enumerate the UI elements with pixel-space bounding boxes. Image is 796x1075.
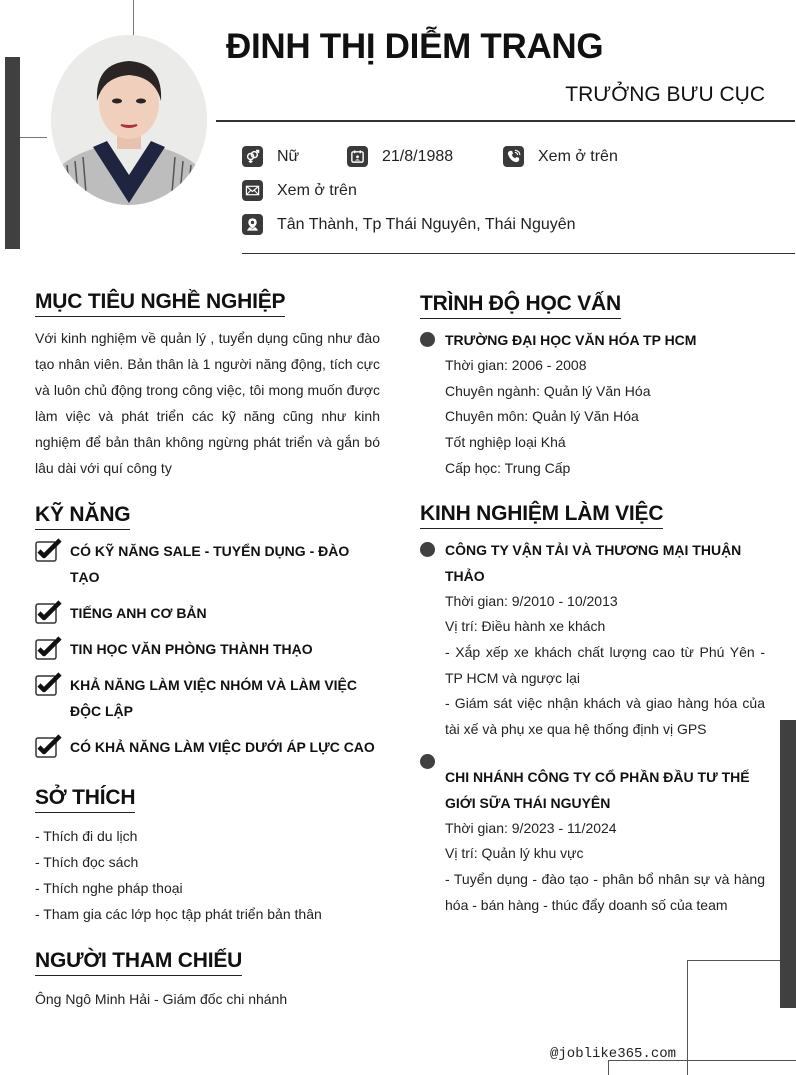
bottom-right-frame	[687, 960, 780, 1075]
references-section	[35, 949, 380, 1012]
phone-value: Xem ở trên	[538, 147, 618, 165]
hobbies-list	[35, 823, 380, 927]
hobby-item: - Tham gia các lớp học tập phát triển bản thân	[35, 906, 322, 922]
hobbies-title: SỞ THÍCH	[35, 786, 135, 813]
skills-title: KỸ NĂNG	[35, 503, 130, 530]
education-detail: Chuyên môn: Quản lý Văn Hóa	[445, 408, 639, 425]
experience-detail: Thời gian: 9/2010 - 10/2013	[445, 592, 618, 609]
bottom-tick-line	[608, 1060, 609, 1075]
calendar-icon	[347, 146, 368, 167]
hobby-item: - Thích đọc sách	[35, 854, 139, 870]
contact-address	[242, 214, 576, 235]
skill-text: KHẢ NĂNG LÀM VIỆC NHÓM VÀ LÀM VIỆC ĐỘC LẬP	[70, 677, 357, 719]
address-value: Tân Thành, Tp Thái Nguyên, Thái Nguyên	[277, 215, 576, 233]
bullet-icon	[420, 542, 435, 557]
left-connector-line	[20, 137, 47, 138]
skills-section	[35, 503, 380, 760]
education-entry	[420, 327, 765, 482]
checkbox-checked-icon	[35, 734, 62, 758]
checkbox-checked-icon	[35, 672, 62, 696]
watermark: @joblike365.com	[550, 1046, 677, 1062]
education-detail: Cấp học: Trung Cấp	[445, 459, 571, 476]
contact-gender	[242, 146, 299, 167]
skill-item	[35, 734, 380, 760]
experience-detail: Thời gian: 9/2023 - 11/2024	[445, 819, 617, 836]
checkbox-checked-icon	[35, 600, 62, 624]
skill-text: CÓ KỸ NĂNG SALE - TUYỂN DỤNG - ĐÀO TẠO	[70, 543, 350, 585]
checkbox-checked-icon	[35, 636, 62, 660]
objective-section	[35, 290, 380, 481]
experience-detail: - Xắp xếp xe khách chất lượng cao từ Phú Yên - TP HCM và ngược lại	[445, 643, 765, 686]
contact-birthday	[347, 146, 453, 167]
experience-entry	[420, 537, 765, 743]
skill-item	[35, 538, 380, 590]
education-title: TRÌNH ĐỘ HỌC VẤN	[420, 292, 621, 319]
skills-list	[35, 538, 380, 760]
objective-text: Với kinh nghiệm về quản lý , tuyển dụng cũng như đào tạo nhân viên. Bản thân là 1 người năng động, tích cực và luôn chủ động trong công việc, tôi mong muốn được làm việc và phát triển các kỹ năng cũng như kinh nghiệm để bản thân không ngừng phát triển và gắn bó lâu dài với quí công ty	[35, 330, 380, 476]
experience-detail: - Giám sát việc nhận khách và giao hàng hóa của tài xế và phụ xe qua hệ thống định vị GPS	[445, 695, 765, 738]
right-column	[420, 292, 765, 919]
left-accent-bar	[5, 57, 20, 249]
experience-detail: - Tuyển dụng - đào tạo - phân bổ nhân sự và hàng hóa - bán hàng - thúc đẩy doanh số của team	[445, 871, 765, 913]
avatar	[51, 35, 207, 205]
email-value: Xem ở trên	[277, 181, 357, 199]
experience-detail: Vị trí: Quản lý khu vực	[445, 845, 584, 862]
bullet-icon	[420, 332, 435, 347]
education-detail: Tốt nghiệp loại Khá	[445, 434, 566, 451]
company-name: CHI NHÁNH CÔNG TY CỔ PHẦN ĐẦU TƯ THẾ GIỚI SỮA THÁI NGUYÊN	[445, 768, 750, 811]
contact-divider	[242, 253, 795, 254]
hobbies-section	[35, 786, 380, 927]
header-divider	[216, 120, 795, 122]
skill-item	[35, 672, 380, 724]
education-detail: Chuyên ngành: Quản lý Văn Hóa	[445, 382, 651, 399]
experience-title: KINH NGHIỆM LÀM VIỆC	[420, 502, 663, 529]
hobby-item: - Thích đi du lịch	[35, 828, 138, 844]
bullet-icon	[420, 754, 435, 769]
location-icon	[242, 214, 263, 235]
education-detail: Thời gian: 2006 - 2008	[445, 357, 587, 373]
gender-icon	[242, 146, 263, 167]
right-accent-bar	[780, 720, 796, 1008]
skill-text: TIN HỌC VĂN PHÒNG THÀNH THẠO	[70, 641, 313, 657]
skill-item	[35, 600, 380, 626]
email-icon	[242, 180, 263, 201]
job-title: TRƯỞNG BƯU CỤC	[565, 83, 765, 106]
birthday-value: 21/8/1988	[382, 147, 454, 165]
checkbox-checked-icon	[35, 538, 62, 562]
hobby-item: - Thích nghe pháp thoại	[35, 880, 183, 896]
skill-text: CÓ KHẢ NĂNG LÀM VIỆC DƯỚI ÁP LỰC CAO	[70, 739, 375, 755]
gender-value: Nữ	[277, 147, 300, 165]
avatar-portrait-icon	[51, 35, 207, 205]
phone-icon	[503, 146, 524, 167]
company-name: CÔNG TY VẬN TẢI VÀ THƯƠNG MẠI THUẬN THẢO	[445, 541, 742, 584]
skill-item	[35, 636, 380, 662]
objective-title: MỤC TIÊU NGHỀ NGHIỆP	[35, 290, 285, 317]
left-column	[35, 290, 380, 1012]
experience-entry	[420, 749, 765, 919]
references-title: NGƯỜI THAM CHIẾU	[35, 949, 242, 976]
reference-item: Ông Ngô Minh Hải - Giám đốc chi nhánh	[35, 991, 288, 1007]
top-connector-line	[133, 0, 134, 36]
experience-detail: Vị trí: Điều hành xe khách	[445, 618, 606, 635]
skill-text: TIẾNG ANH CƠ BẢN	[70, 605, 207, 621]
experience-section	[420, 502, 765, 919]
education-section	[420, 292, 765, 482]
candidate-name: ĐINH THỊ DIỄM TRANG	[226, 27, 604, 66]
school-name: TRƯỜNG ĐẠI HỌC VĂN HÓA TP HCM	[445, 332, 697, 348]
contact-phone	[503, 146, 618, 167]
contact-email	[242, 180, 357, 201]
